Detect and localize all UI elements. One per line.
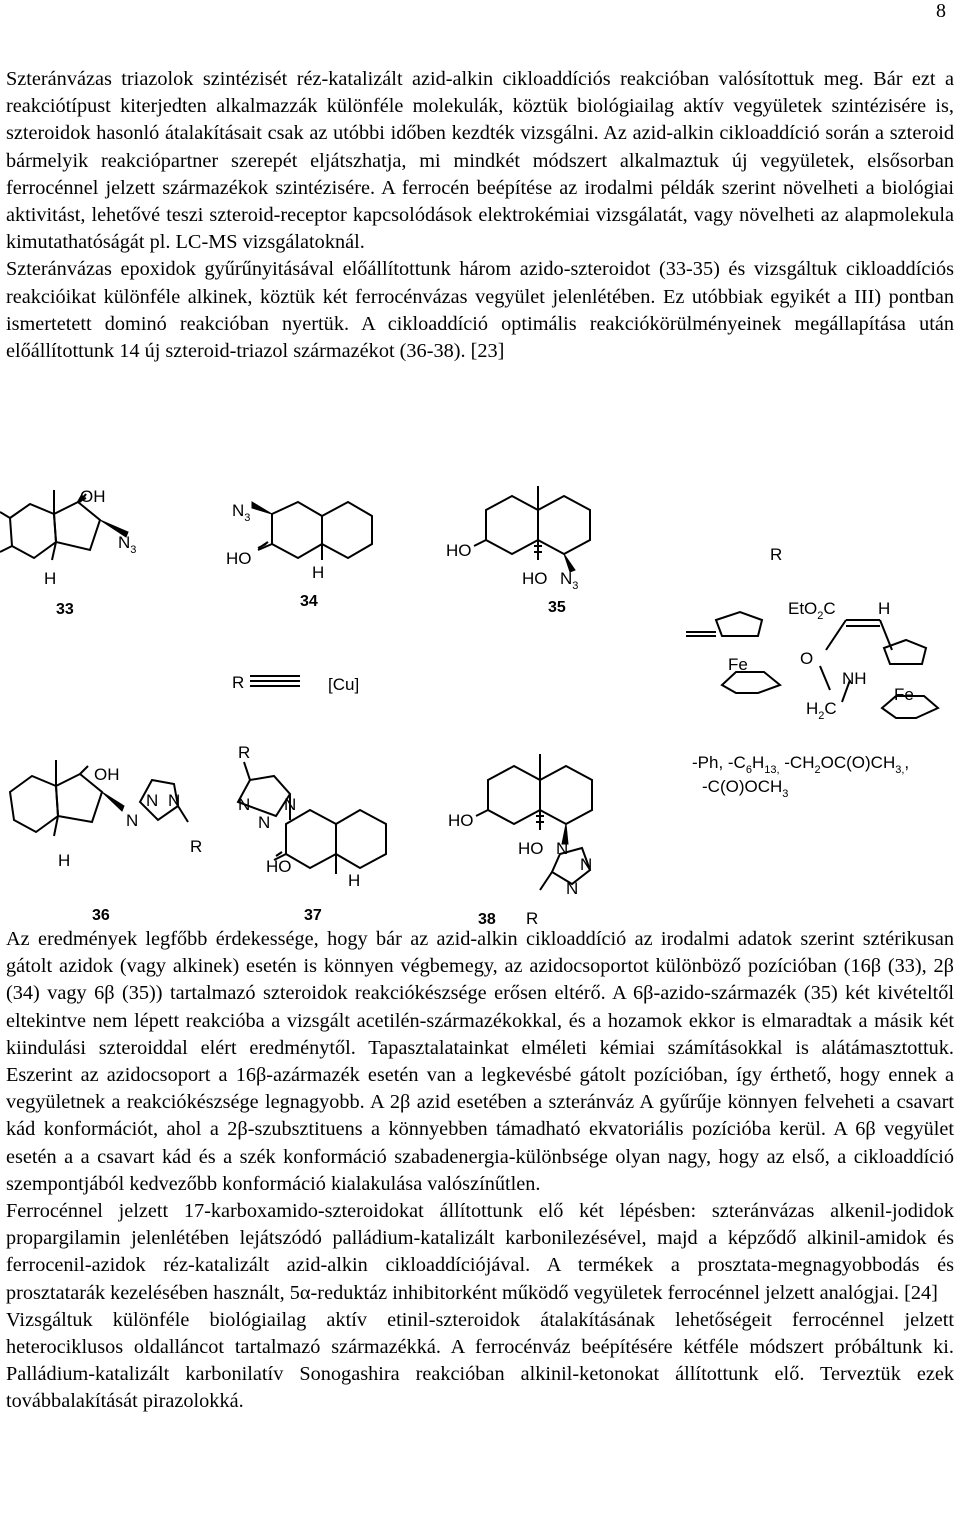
r-group-list-line-2: $-C(O)OCH_3$ bbox=[702, 777, 789, 800]
compound-34-structure bbox=[252, 502, 372, 560]
reaction-scheme bbox=[0, 480, 960, 930]
paragraph: Vizsgáltuk különféle biológiailag aktív etinil-szteroidok átalakításának lehetőségeit ferrocénnel jelzett heterociklusos oldalláncot tartalmazó származékká. A ferrocénváz beépítésére kétféle módszert próbáltunk ki. Palládium-katalizált karbonilatív Sonogashira reakcióban alkinil-ketonokat állítottunk elő. Terveztük ezek továbbalakítását pirazolokká. bbox=[6, 1308, 954, 1413]
compound-number-33: 33 bbox=[56, 601, 74, 618]
compound-number-35: 35 bbox=[548, 599, 566, 616]
triazole-nitrogen-label: N bbox=[580, 855, 593, 874]
copper-catalyst-label: [Cu] bbox=[328, 675, 360, 694]
text-block-top bbox=[6, 66, 954, 365]
hydroxyl-label: OH bbox=[80, 487, 106, 506]
hydroxyl-label: HO bbox=[446, 541, 472, 560]
compound-number-34: 34 bbox=[300, 593, 318, 610]
azide-label: $N_3$ bbox=[560, 569, 579, 592]
hydrogen-label: H bbox=[44, 569, 57, 588]
hydroxyl-label: HO bbox=[448, 811, 474, 830]
hydrogen-label: H bbox=[58, 851, 71, 870]
compound-38-structure bbox=[476, 754, 592, 890]
hydroxyl-label: HO bbox=[226, 549, 252, 568]
substituent-r-label: R bbox=[770, 545, 783, 564]
triazole-nitrogen-label: N bbox=[566, 879, 579, 898]
hydroxyl-label: HO bbox=[266, 857, 292, 876]
carbonyl-oxygen-label: O bbox=[800, 649, 814, 668]
hydrogen-label: H bbox=[312, 563, 325, 582]
page-number: 8 bbox=[936, 0, 946, 22]
compound-number-37: 37 bbox=[304, 907, 322, 924]
triazole-nitrogen-label: N bbox=[238, 795, 251, 814]
compound-number-38: 38 bbox=[478, 911, 496, 928]
ester-label: EtO$_2$C bbox=[788, 599, 836, 622]
paragraph: Az eredmények legfőbb érdekessége, hogy bár az azid-alkin cikloaddíció az irodalmi adatok szerint sztérikusan gátolt azidok (vagy alkinek) esetén is könnyen végbemegy, az azidocsoportot különböző pozícióban (16β (33), 2β (34) vagy 6β (35)) tartalmazó szteroidok reakciókészsége erősen eltérő. A 6β-azido-származék (35) két kivételtől eltekintve nem lépett reakcióba a vizsgált acetilén-származékokkal, és a hozamok ekkor is elmaradtak a másik két kiindulási szteroiddal elért eredménytől. Tapasztalatainkat elméleti kémiai számításokkal is alátámasztottuk. Eszerint az azidocsoport a 16β-azármazék esetén van a legkevésbé gátolt pozícióban, így érthető, hogy ennek a vegyületnek a reakciókészsége legnagyobb. A 2β azid esetében a szteránváz A gyűrűje könnyen felveheti a csavart kád konformációt, ahol a 2β-szubsztituens a könnyebben támadható ekvatoriális pozícióba kerül. A 6β vegyület esetén a a csavart kád és a szék konformáció szabadenergia-különbsége olyan nagy, hogy az első, a cikloaddíció szempontjából kedvezőbb konformáció kialakulása valószínűtlen. bbox=[6, 928, 954, 1195]
paragraph: Szteránvázas epoxidok gyűrűnyitásával előállítottunk három azido-szteroidot (33-35) és vizsgáltuk cikloaddíciós reakcióikat különféle alkinek, köztük két ferrocénvázas vegyület jelenlétében. Ez utóbbiak egyikét a III) pontban ismertetett dominó reakcióban nyertük. A cikloaddíció optimális reakciókörülményeinek megállapítása után előállítottunk 14 új szteroid-triazol származékot (36-38). [23] bbox=[6, 258, 954, 363]
azide-label: $N_3$ bbox=[232, 501, 251, 524]
hydroxyl-label: OH bbox=[94, 765, 120, 784]
triazole-nitrogen-label: N bbox=[168, 791, 181, 810]
substituent-r-label: R bbox=[190, 837, 203, 856]
triazole-nitrogen-label: N bbox=[284, 795, 297, 814]
triazole-nitrogen-label: N bbox=[556, 839, 569, 858]
hydrogen-label: H bbox=[878, 599, 891, 618]
substituent-r-label: R bbox=[238, 743, 251, 762]
hydrogen-label: H bbox=[348, 871, 361, 890]
ferrocenyl-propyne-structure bbox=[686, 612, 780, 693]
alkyne-triple-bond bbox=[250, 676, 300, 686]
triazole-nitrogen-label: N bbox=[126, 811, 139, 830]
compound-number-36: 36 bbox=[92, 907, 110, 924]
ferrocenyl-acrylamide-structure bbox=[820, 620, 938, 718]
substituent-r-label: R bbox=[526, 909, 539, 928]
compound-35-structure bbox=[474, 486, 590, 572]
azide-label: $N_3$ bbox=[118, 533, 137, 556]
paragraph: Ferrocénnel jelzett 17-karboxamido-szteroidokat állítottunk elő két lépésben: szteránvázas alkenil-jodidok propargilamin jelenlétében lejátszódó palládium-katalizált karbonilezésével, majd a képződő alkinil-amidok és ferrocenil-azidok réz-katalizált azid-alkin cikloaddíciójával. A termékek a prosztata-megnagyobbodás és prosztatarák kezelésében használt, 5α-reduktáz inhibitorként működő vegyületek ferrocénnel jelzett analógjai. [24] bbox=[6, 1200, 954, 1304]
paragraph: Szteránvázas triazolok szintézisét réz-katalizált azid-alkin cikloaddíciós reakcióban valósítottuk meg. Bár ezt a reakciótípust kiterjedten alkalmazzák különféle molekulák, köztük biológiailag aktív vegyületek szintézisére is, szteroidok hasonló átalakításait csak az utóbbi időben kezdték vizsgálni. Az azid-alkin cikloaddíció során a szteroid bármelyik reakciópartner szerepét eljátszhatja, mi mindkét módszert alkalmaztuk új vegyületek, elsősorban ferrocénnel jelzett származékok szintézisére. A ferrocén beépítése az irodalmi példák szerint növelheti a biológiai aktivitást, lehetővé teszi szteroid-receptor kapcsolódások elektrokémiai vizsgálatát, vagy növelheti az alapmolekula kimutathatóságát pl. LC-MS vizsgálatoknál. bbox=[6, 68, 954, 254]
hydroxyl-label: HO bbox=[518, 839, 544, 858]
triazole-nitrogen-label: N bbox=[146, 791, 159, 810]
text-block-bottom bbox=[6, 926, 954, 1416]
triazole-nitrogen-label: N bbox=[258, 813, 271, 832]
iron-label: Fe bbox=[728, 655, 748, 674]
substituent-r-label: R bbox=[232, 673, 245, 692]
compound-33-structure bbox=[0, 490, 128, 560]
iron-label: Fe bbox=[894, 685, 914, 704]
hydroxyl-label: HO bbox=[522, 569, 548, 588]
r-group-list-line-1: -Ph, $-C_6H_{13,}$ $-CH_2OC(O)CH_{3,}$, bbox=[692, 753, 910, 776]
amide-nh-label: NH bbox=[842, 669, 867, 688]
methylene-label: $H_2C$ bbox=[806, 699, 837, 722]
